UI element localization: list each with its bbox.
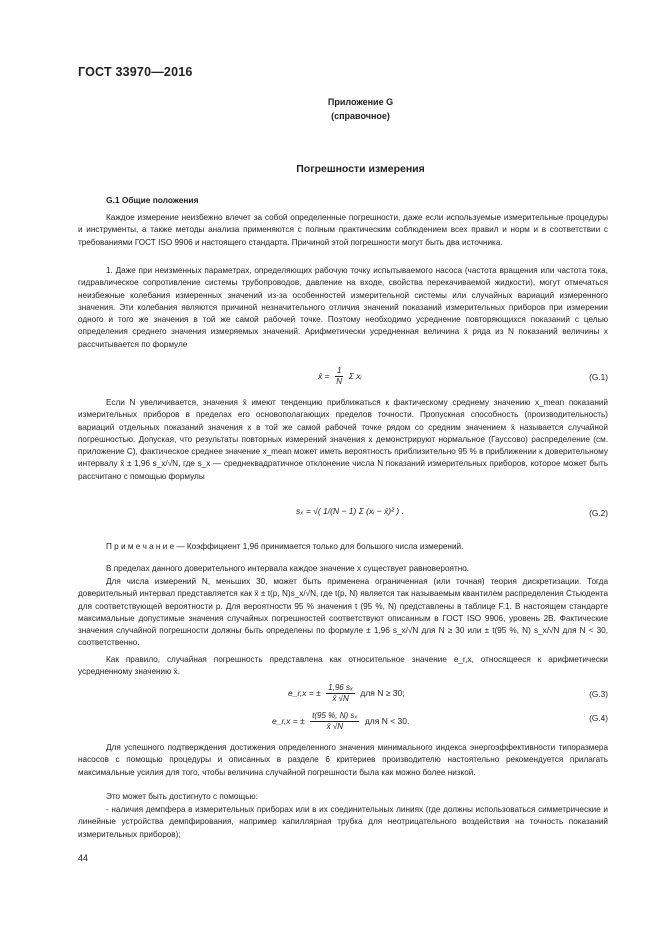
paragraph-1: Каждое измерение неизбежно влечет за собой определенные погрешности, даже если используемые измерительные процедуры и инструменты, а также методы анализа применяются с полным практическим соблюдением всех правил и норм и в соответствии с требованиями ГОСТ ISO 9906 и настоящего стандарта. Причиной этой погрешности могут быть два источника. [78, 213, 608, 247]
paragraph-2: 1. Даже при неизменных параметрах, определяющих рабочую точку испытываемого насоса (частота вращения или частота тока, гидравлическое сопротивление системы трубопроводов, давление на входе, свойства перекачиваемой жидкости), могут отмечаться неизбежные колебания измеренных значений из-за особенностей измерительной системы или случайных вариаций измеренного значения. Эти колебания являются причиной незначительного отличия значений показаний измерительных приборов при измерении одного и того же значения в той же самой рабочей точке. Поэтому необходимо усреднение повторяющихся показаний с целью определения среднего значения измеряемых значений. Арифметически усредненная величина x̄ ряда из N показаний величины x рассчитывается по формуле [78, 266, 608, 349]
list-item: - наличия демпфера в измерительных приборах или в их соединительных линиях (где должны использоваться симметрические и линейные устройства демпфирования, например капиллярная трубка для неотрицательного воздействия на точность показаний измерительных приборов); [78, 805, 608, 839]
note-label: П р и м е ч а н и е [106, 542, 175, 551]
formula-g3: e_r,x = ± $\frac{\text{1,96 sₓ}}{x̄ √N}$ для N ≥ 30; [288, 683, 405, 703]
paragraph-7: Для успешного подтверждения достижения определенного значения минимального индекса энергоэффективности типоразмера насосов с помощью процедуры и описанных в разделе 6 критериев производителю настоятельно рекомендуется прилагать максимальные усилия для того, чтобы величина случайной погрешности была как можно более низкой. [78, 743, 608, 777]
page-number: 44 [78, 853, 89, 863]
paragraph-4: В пределах данного доверительного интервала каждое значение x существует равновероятно. [106, 564, 470, 573]
formula-number-g1: (G.1) [589, 372, 608, 382]
document-header: ГОСТ 33970—2016 [78, 65, 193, 79]
note [78, 541, 608, 553]
paragraph-8: Это может быть достигнуто с помощью: [106, 792, 258, 801]
annex-heading [30, 95, 661, 123]
formula-number-g2: (G.2) [589, 508, 608, 518]
paragraph-6: Как правило, случайная погрешность представлена как относительное значение e_r,x, относящееся к арифметически усредненному значению x̄. [78, 655, 608, 677]
paragraph-3: Если N увеличивается, значения x̄ имеют тенденцию приближаться к фактическому среднему значению x_mean показаний измерительных приборов в пределах его основополагающих пределов точности. Пропускная способность (производительность) вариаций отдельных показаний значения x в той же самой рабочей точке рядом со средним значением x̄ называется случайной погрешностью. Допуская, что результаты повторных измерений значения x демонстрируют нормальное (Гауссово) распределение (см. приложение С), фактическое среднее значение x_mean может иметь вероятность приблизительно 95 % в приближении к доверительному интервалу x̄ ± 1,96 s_x/√N, где s_x — среднеквадратичное отклонение числа N показаний измерительных приборов, которое может быть рассчитано с помощью формулы [78, 398, 608, 481]
note-text: — Коэффициент 1,96 принимается только для большого числа измерений. [174, 542, 464, 551]
formula-number-g4: (G.4) [589, 713, 608, 723]
annex-label: Приложение G [327, 97, 394, 107]
annex-status: (справочное) [331, 111, 390, 121]
formula-g1: x̄ = $\frac{1}{N}$ Σ xᵢ [318, 366, 362, 386]
section-title: Погрешности измерения [296, 163, 425, 175]
formula-g2: sₓ = √( 1/(N − 1) Σ (xᵢ − x̄)² ) . [296, 506, 404, 516]
formula-g4: e_r,x = ± $\frac{\text{t(95 \%, N) sₓ}}{x̄ √N}$ для N < 30. [272, 711, 410, 731]
formula-number-g3: (G.3) [589, 689, 608, 699]
paragraph-5: Для числа измерений N, меньших 30, может быть применена ограниченная (или точная) теория дискретизации. Тогда доверительный интервал представляется как x̄ ± t(p, N)s_x/√N, где t(p, N) является так называемым квантилем распределения Стьюдента для соответствующей вероятности p. Для вероятности 95 % значения t (95 %, N) представлены в таблице F.1. В настоящем стандарте максимальные допустимые значения случайных погрешностей соответствуют описанным в ГОСТ ISO 9906, уровень 2B. Фактические значения случайной погрешности должны быть определены по формуле ± 1,96 s_x/√N для N ≥ 30 или ± t(95 %, N) s_x/√N для N < 30, соответственно. [78, 577, 608, 648]
subsection-heading: G.1 Общие положения [106, 195, 199, 205]
